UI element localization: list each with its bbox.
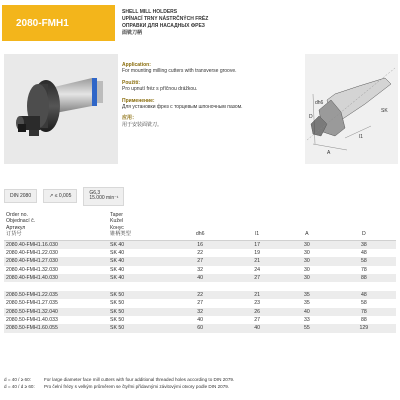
d-cell: 88: [332, 274, 396, 282]
taper-cell: SK 40: [108, 257, 168, 265]
drawing-label-l1: l1: [359, 134, 363, 140]
application-label-cz: Použití:: [122, 79, 141, 86]
din-chip: [4, 189, 37, 203]
table-row: [4, 299, 396, 307]
taper-cell: SK 50: [108, 291, 168, 299]
application-section: [122, 62, 302, 133]
dh6-cell: 32: [168, 308, 232, 316]
order-no-cell: 2080.40-FMH1.22.030: [6, 249, 58, 256]
a-cell: 55: [282, 324, 332, 332]
table-row: [4, 274, 396, 282]
d-cell: 78: [332, 308, 396, 316]
order-no-cell: 2080.50-FMH1.60.055: [4, 324, 108, 332]
application-text-ru: Для установки фрез с торцевым шпоночным пазом.: [122, 104, 243, 111]
order-no-cell: 2080.40-FMH1.27.030: [4, 257, 108, 265]
balance-chip: [83, 187, 124, 206]
l1-cell: 17: [232, 240, 282, 249]
a-cell: 30: [282, 274, 332, 282]
dh6-cell: 27: [197, 300, 204, 307]
order-no-cell: 2080.50-FMH1.40.033: [6, 317, 58, 323]
l1-cell: 26: [232, 308, 282, 316]
l1-cell: 19: [254, 249, 261, 256]
d-cell: 58: [332, 257, 396, 265]
l1-cell: 23: [254, 300, 261, 307]
a-cell: 30: [282, 257, 332, 265]
l1-cell: 24: [254, 266, 261, 273]
l1-cell: 21: [232, 257, 282, 265]
table-group-sk50: [4, 291, 396, 332]
dh6-cell: 40: [197, 317, 204, 323]
taper-cell: SK 40: [110, 266, 125, 273]
footnotes: [4, 376, 396, 390]
balance-grade: G6,3: [89, 189, 101, 196]
application-label-cn: 应用：: [122, 115, 138, 122]
taper-cell: SK 40: [110, 249, 125, 256]
taper-cell: SK 50: [108, 308, 168, 316]
taper-cell: SK 50: [108, 324, 168, 332]
footnote-2: d = 40 / d ≥ 60: Pro čelní frézy s velkým průměrem se čtyřmi přídavnými závitovými otvory podle DIN 2079.: [4, 384, 230, 389]
taper-cell: SK 40: [108, 274, 168, 282]
d-cell: 129: [332, 324, 396, 332]
order-no-cell: 2080.40-FMH1.16.030: [4, 240, 108, 249]
drawing-label-d: D: [309, 114, 313, 120]
application-label-ru: Применение:: [122, 97, 155, 104]
drawing-label-sk: SK: [381, 108, 388, 114]
d-cell: 48: [332, 291, 396, 299]
d-cell: 48: [360, 249, 367, 256]
taper-cell: SK 50: [110, 300, 125, 307]
product-code-banner: [2, 5, 115, 41]
dh6-cell: 22: [168, 291, 232, 299]
dh6-cell: 40: [168, 274, 232, 282]
table-header: [4, 212, 396, 240]
product-table: [4, 212, 396, 333]
order-no-cell: 2080.40-FMH1.32.030: [6, 266, 58, 273]
header-order-no: Order no. Objednací č. Артикул 订货号: [4, 212, 108, 240]
taper-cell: SK 40: [108, 240, 168, 249]
title-en: SHELL MILL HOLDERS: [122, 9, 178, 15]
order-no-cell: 2080.50-FMH1.27.035: [6, 300, 58, 307]
table-row: [4, 324, 396, 332]
spec-row: [4, 186, 124, 206]
d-cell: 78: [360, 266, 367, 273]
order-no-cell: 2080.50-FMH1.32.040: [4, 308, 108, 316]
technical-drawing: [305, 54, 398, 164]
table-row: [4, 291, 396, 299]
dh6-cell: 60: [168, 324, 232, 332]
l1-cell: 27: [232, 274, 282, 282]
application-label-en: Application:: [122, 62, 151, 68]
dh6-cell: 27: [168, 257, 232, 265]
l1-cell: 21: [232, 291, 282, 299]
dh6-cell: 16: [168, 240, 232, 249]
runout-value: ↗ ≤ 0,005: [49, 193, 72, 199]
table-group-sk40: [4, 240, 396, 282]
table-row: [4, 308, 396, 316]
l1-cell: 27: [254, 317, 261, 323]
d-cell: 38: [332, 240, 396, 249]
d-cell: 88: [360, 317, 367, 323]
title-cz: UPÍNACÍ TRNY NÁSTRČNÝCH FRÉZ: [122, 16, 209, 22]
title-ru: ОПРАВКИ ДЛЯ НАСАДНЫХ ФРЕЗ: [122, 23, 205, 29]
a-cell: 30: [303, 266, 310, 273]
table-row: [4, 240, 396, 249]
runout-chip: [43, 189, 77, 203]
table-row: [4, 249, 396, 257]
header-a: A: [282, 212, 332, 240]
application-text-en: For mounting milling cutters with transverse groove.: [122, 68, 237, 75]
a-cell: 30: [282, 240, 332, 249]
a-cell: 40: [282, 308, 332, 316]
l1-cell: 40: [232, 324, 282, 332]
a-cell: 30: [303, 249, 310, 256]
order-no-cell: 2080.40-FMH1.40.030: [4, 274, 108, 282]
product-titles: [122, 9, 208, 37]
header-d: D: [332, 212, 396, 240]
header-dh6: dh6: [168, 212, 232, 240]
din-standard: DIN 2080: [10, 193, 32, 199]
header-taper: Taper Kužel Конус 锥柄类型: [108, 212, 168, 240]
shell-mill-holder-photo: [4, 54, 118, 164]
a-cell: 35: [282, 291, 332, 299]
order-no-cell: 2080.50-FMH1.22.035: [4, 291, 108, 299]
dh6-cell: 22: [197, 249, 204, 256]
a-cell: 33: [303, 317, 310, 323]
holder-drawing: [305, 54, 398, 164]
title-cn: 面铣刀柄: [122, 30, 143, 36]
d-cell: 58: [360, 300, 367, 307]
footnote-1: d = 40 / ≥ 60: For large diameter face mill cutters with four additional threaded holes according to DIN 2079.: [4, 377, 235, 382]
product-code: 2080-FMH1: [16, 17, 69, 29]
header: [0, 0, 400, 46]
table-row: [4, 266, 396, 274]
table-row: [4, 316, 396, 324]
taper-cell: SK 50: [110, 317, 125, 323]
table-row: [4, 257, 396, 265]
product-photo: [4, 54, 118, 164]
a-cell: 35: [303, 300, 310, 307]
dh6-cell: 32: [197, 266, 204, 273]
header-l1: l1: [232, 212, 282, 240]
drawing-label-a: A: [327, 150, 331, 156]
drawing-label-dh6: dh6: [315, 100, 324, 106]
balance-rpm: 15.000 min⁻¹: [89, 195, 119, 201]
application-text-cn: 用于安装面铣刀。: [122, 121, 163, 128]
application-text-cz: Pro upnutí fréz s příčnou drážkou.: [122, 86, 198, 93]
